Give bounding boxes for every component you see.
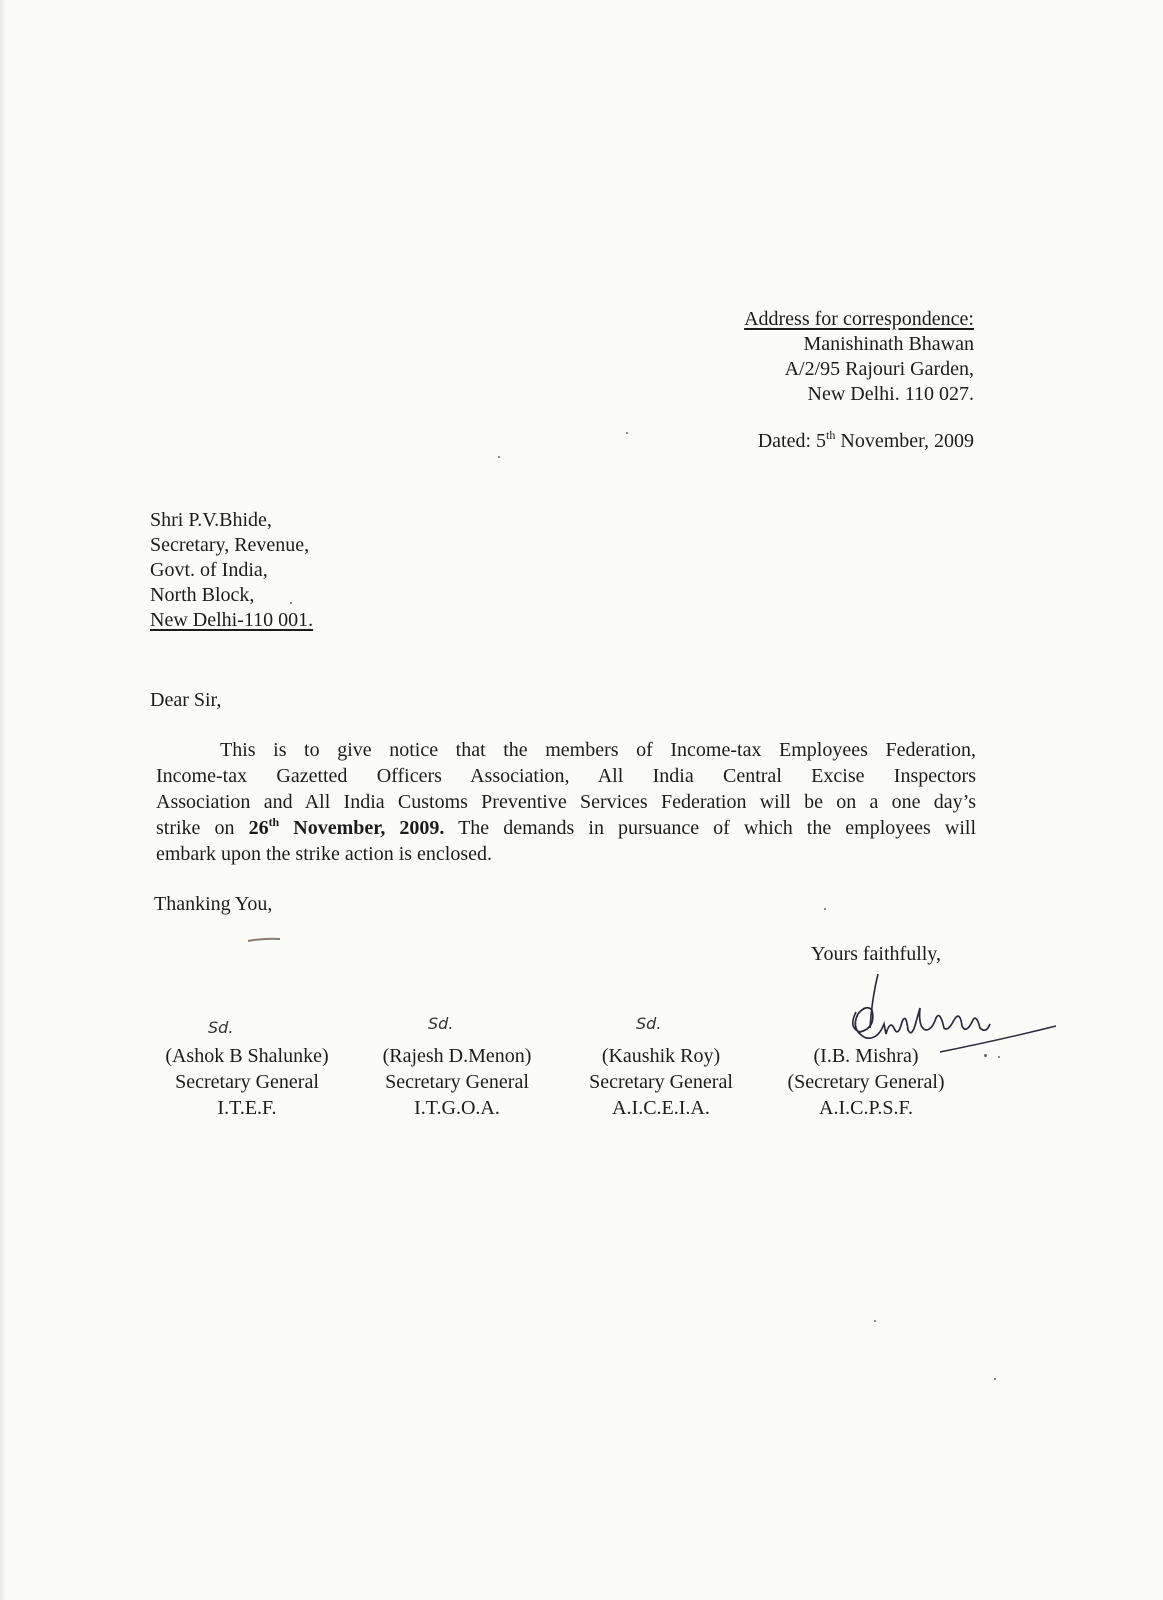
signatory-title: Secretary General [385,1071,529,1093]
body-line: embark upon the strike action is enclosed. [156,843,493,865]
scan-speck [874,1320,876,1322]
signatory-org: I.T.E.F. [217,1097,277,1119]
scan-speck [824,908,826,910]
recipient-city: New Delhi-110 001. [150,609,314,631]
body-line [156,815,976,841]
address-heading: Address for correspondence: [744,308,974,330]
signatory-column [152,1043,342,1121]
closing: Thanking You, [154,893,273,915]
scan-speck [498,456,500,458]
date-prefix: Dated: 5 [757,430,827,452]
signatory-org: A.I.C.E.I.A. [612,1097,710,1119]
scan-speck [998,1056,1000,1058]
salutation: Dear Sir, [150,689,222,711]
signatory-column [362,1043,552,1121]
address-line: New Delhi. 110 027. [807,383,974,405]
body-line: Association and All India Customs Preventive Services Federation will be on a one day’s [156,791,976,813]
strike-date: 26th November, 2009. [248,815,445,839]
scan-speck [984,1054,987,1057]
body-line: Income-tax Gazetted Officers Association, All India Central Excise Inspectors [156,765,976,787]
scan-speck [626,432,628,434]
signatory-title: (Secretary General) [787,1071,945,1093]
signatory-column [570,1043,752,1121]
body-paragraph [156,737,976,867]
pen-mark-icon [246,936,282,944]
scan-speck [994,1378,996,1380]
body-text: The demands in pursuance of which the employees will [444,817,976,839]
sd-mark: Sd. [636,1014,662,1033]
signatory-org: I.T.G.O.A. [414,1097,500,1119]
signatory-name: (Kaushik Roy) [601,1045,721,1067]
address-line: A/2/95 Rajouri Garden, [784,358,974,380]
signatory-name: (I.B. Mishra) [813,1045,919,1067]
sd-mark: Sd. [428,1014,454,1033]
sd-mark: Sd. [208,1018,234,1037]
body-text: strike on [156,817,249,839]
sign-off: Yours faithfully, [811,943,942,965]
signatory-title: Secretary General [589,1071,733,1093]
recipient-block [150,508,313,633]
address-line: Manishinath Bhawan [803,333,974,355]
signatory-title: Secretary General [175,1071,319,1093]
scan-speck [290,602,292,604]
signatory-column [766,1043,966,1121]
recipient-line: Shri P.V.Bhide, [150,509,272,531]
date-suffix: November, 2009 [835,430,974,452]
body-line: This is to give notice that the members of Income-tax Employees Federation, [220,739,976,761]
page-edge-shadow [0,0,6,1600]
address-block [744,307,974,407]
recipient-line: Secretary, Revenue, [150,534,310,556]
signatory-name: (Rajesh D.Menon) [382,1045,532,1067]
signatory-name: (Ashok B Shalunke) [165,1045,329,1067]
recipient-line: Govt. of India, [150,559,268,581]
date-superscript: th [826,428,836,442]
letter-date [758,429,974,454]
recipient-line: North Block, [150,584,255,606]
signatory-org: A.I.C.P.S.F. [819,1097,913,1119]
